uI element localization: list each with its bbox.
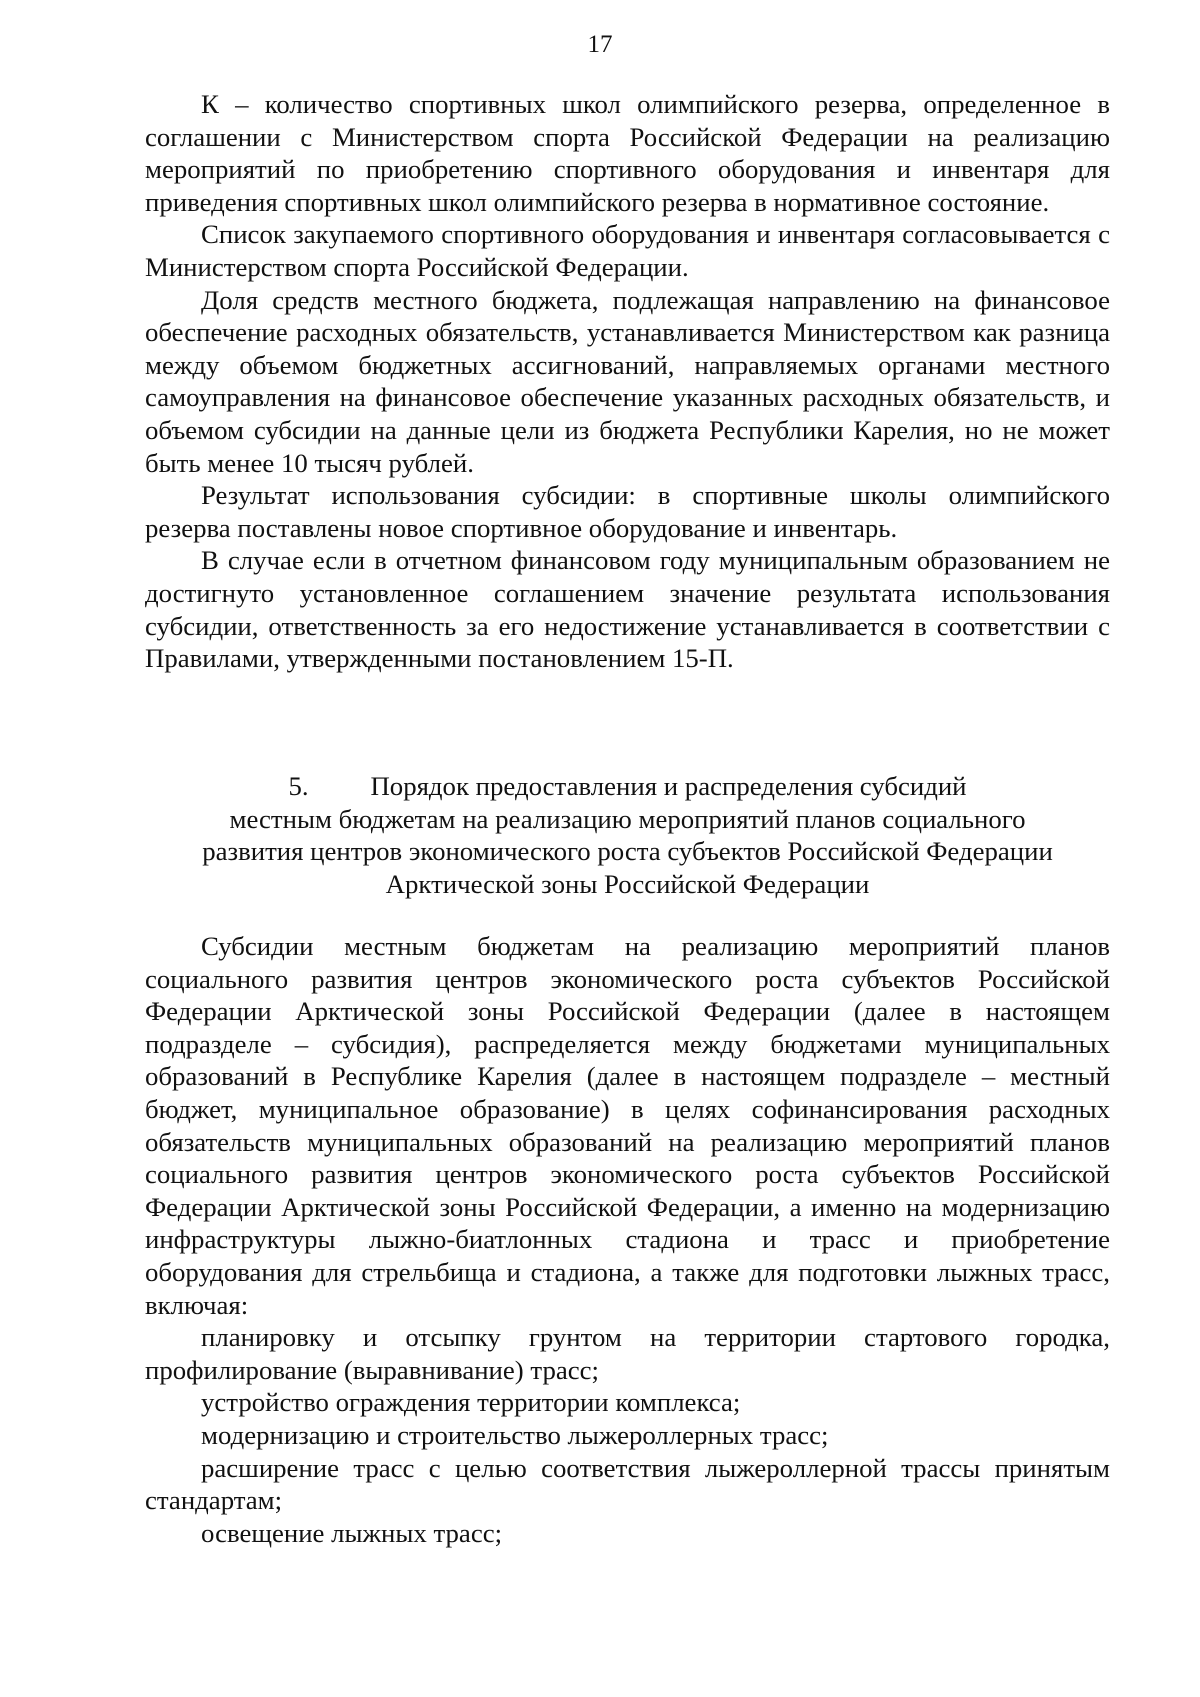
list-item: устройство ограждения территории комплекса; xyxy=(201,1387,741,1418)
paragraph: Список закупаемого спортивного оборудования и инвентаря согласовывается с Министерством спорта Российской Федерации. xyxy=(145,219,1110,282)
list-item: модернизацию и строительство лыжероллерных трасс; xyxy=(201,1419,829,1450)
paragraph: Доля средств местного бюджета, подлежащая направлению на финансовое обеспечение расходных обязательств, устанавливается Министерством как разница между объемом бюджетных ассигнований, направляемых органами местного самоуправления на финансовое обеспечение указанных расходных обязательств, и объемом субсидии на данные цели из бюджета Республики Карелия, но не может быть менее 10 тысяч рублей. xyxy=(145,284,1110,478)
section-title-line: Арктической зоны Российской Федерации xyxy=(385,868,870,899)
list-item: расширение трасс с целью соответствия лыжероллерной трассы принятым стандартам; xyxy=(145,1452,1110,1516)
paragraph: Результат использования субсидии: в спортивные школы олимпийского резерва поставлены новое спортивное оборудование и инвентарь. xyxy=(145,480,1110,543)
section-title-line: развития центров экономического роста субъектов Российской Федерации xyxy=(202,836,1053,867)
paragraph: Субсидии местным бюджетам на реализацию мероприятий планов социального развития центров экономического роста субъектов Российской Федерации Арктической зоны Российской Федерации (далее в настоящем подразделе – субсидия), распределяется между бюджетами муниципальных образований в Республике Карелия (далее в настоящем подразделе – местный бюджет, муниципальное образование) в целях софинансирования расходных обязательств муниципальных образований на реализацию мероприятий планов социального развития центров экономического роста субъектов Российской Федерации Арктической зоны Российской Федерации, а именно на модернизацию инфраструктуры лыжно-биатлонных стадиона и трасс и приобретение оборудования для стрельбища и стадиона, а также для подготовки лыжных трасс, включая: xyxy=(145,931,1110,1320)
section-title-line: Порядок предоставления и распределения субсидий xyxy=(370,771,967,801)
body-text-bottom xyxy=(145,930,1110,1549)
paragraph: В случае если в отчетном финансовом году муниципальным образованием не достигнуто установленное соглашением значение результата использования субсидии, ответственность за его недостижение устанавливается в соответствии с Правилами, утвержденными постановлением 15-П. xyxy=(145,545,1110,674)
body-text-top xyxy=(145,88,1110,675)
section-heading-line xyxy=(145,770,1110,803)
list-item: освещение лыжных трасс; xyxy=(201,1517,503,1548)
paragraph: К – количество спортивных школ олимпийского резерва, определенное в соглашении с Министерством спорта Российской Федерации на реализацию мероприятий по приобретению спортивного оборудования и инвентаря для приведения спортивных школ олимпийского резерва в нормативное состояние. xyxy=(145,89,1110,217)
section-number: 5. xyxy=(288,771,309,801)
section-title-line: местным бюджетам на реализацию мероприятий планов социального xyxy=(229,803,1026,834)
list-item: планировку и отсыпку грунтом на территории стартового городка, профилирование (выравнивание) трасс; xyxy=(145,1322,1110,1385)
section-heading xyxy=(145,770,1110,900)
page-number: 17 xyxy=(587,31,613,58)
